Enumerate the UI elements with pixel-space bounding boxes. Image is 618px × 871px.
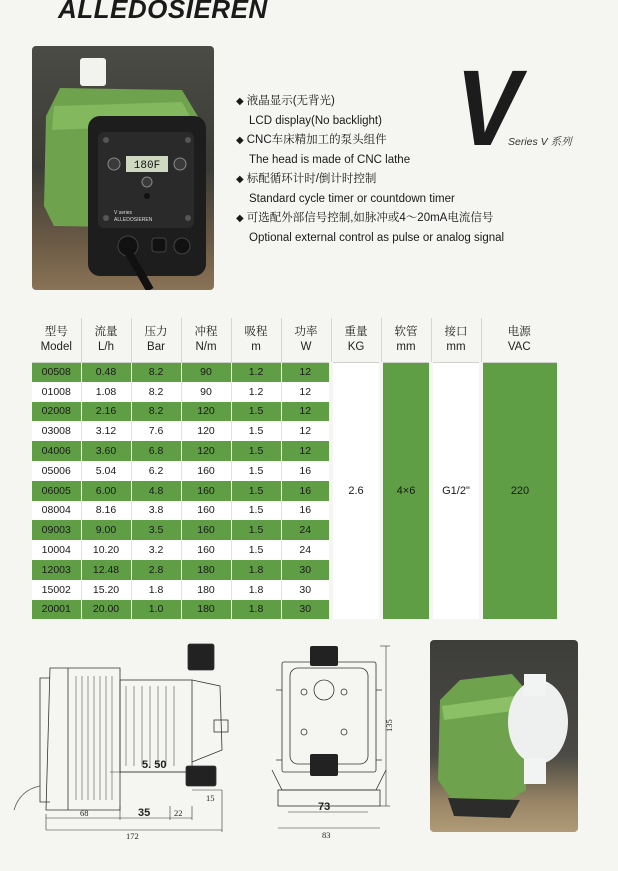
diamond-icon: ◆ (236, 135, 244, 146)
table-cell: 4.8 (131, 481, 181, 501)
table-cell: 90 (181, 382, 231, 402)
pump-side-illustration (430, 640, 578, 832)
table-cell: 1.08 (81, 382, 131, 402)
column-header (381, 318, 431, 362)
table-cell: 12.48 (81, 560, 131, 580)
dim-172: 172 (126, 831, 139, 840)
pump-label-2: ALLEDOSIEREN (114, 217, 153, 223)
table-cell: 30 (281, 580, 331, 600)
table-cell: 6.2 (131, 461, 181, 481)
table-cell: 02008 (32, 402, 81, 422)
table-cell: 180 (181, 600, 231, 620)
side-view-drawing (10, 640, 232, 840)
table-cell: 20.00 (81, 600, 131, 620)
feature-item: ◆ 液晶显示(无背光) (236, 95, 335, 107)
column-header-en: W (300, 340, 312, 353)
dim-35: 35 (138, 807, 151, 819)
table-cell: 3.8 (131, 501, 181, 521)
column-header (431, 318, 481, 362)
pump-front-illustration (32, 46, 214, 290)
table-cell: 7.6 (131, 421, 181, 441)
column-header (32, 318, 81, 362)
table-cell: 1.8 (231, 580, 281, 600)
pump-front-photo (32, 46, 214, 290)
table-cell: 12003 (32, 560, 81, 580)
column-header-cn: 功率 (294, 325, 318, 338)
table-cell: 24 (281, 540, 331, 560)
table-cell: 04006 (32, 441, 81, 461)
table-cell: 160 (181, 520, 231, 540)
table-cell: 6.00 (81, 481, 131, 501)
table-cell: 1.5 (231, 481, 281, 501)
column-header (81, 318, 131, 362)
table-cell: 9.00 (81, 520, 131, 540)
column-header (181, 318, 231, 362)
table-cell: 09003 (32, 520, 81, 540)
table-cell: 16 (281, 461, 331, 481)
table-cell: 1.5 (231, 540, 281, 560)
column-header-cn: 接口 (444, 325, 468, 338)
diamond-icon: ◆ (236, 213, 244, 224)
shared-spec-port: G1/2" (431, 362, 481, 619)
column-header (481, 318, 557, 362)
spec-table (32, 318, 557, 619)
front-view-drawing (270, 640, 400, 840)
table-cell: 160 (181, 481, 231, 501)
feature-item: ◆ CNC车床精加工的泵头组件 (236, 134, 387, 146)
table-cell: 01008 (32, 382, 81, 402)
column-header-cn: 冲程 (194, 325, 218, 338)
table-cell: 1.5 (231, 421, 281, 441)
column-header-cn: 重量 (344, 325, 368, 338)
table-cell: 12 (281, 382, 331, 402)
table-cell: 120 (181, 421, 231, 441)
table-cell: 2.8 (131, 560, 181, 580)
column-header-cn: 压力 (144, 325, 168, 338)
table-cell: 120 (181, 441, 231, 461)
feature-item-en: Optional external control as pulse or analog signal (249, 231, 505, 244)
feature-item-en: The head is made of CNC lathe (249, 153, 411, 166)
brand-logo: ALLEDOSIEREN (58, 0, 268, 24)
feature-item: ◆ 可选配外部信号控制,如脉冲或4～20mA电流信号 (236, 212, 494, 224)
table-cell: 1.2 (231, 382, 281, 402)
table-cell: 15002 (32, 580, 81, 600)
table-cell: 180 (181, 560, 231, 580)
shared-spec-tube: 4×6 (381, 362, 431, 619)
table-cell: 15.20 (81, 580, 131, 600)
table-cell: 1.8 (231, 560, 281, 580)
column-header-cn: 软管 (394, 325, 418, 338)
column-header-en: mm (396, 340, 416, 353)
column-header-en: KG (347, 340, 365, 353)
table-cell: 8.2 (131, 402, 181, 422)
table-cell: 90 (181, 362, 231, 382)
table-cell: 10004 (32, 540, 81, 560)
table-cell: 24 (281, 520, 331, 540)
table-cell: 1.5 (231, 501, 281, 521)
table-cell: 160 (181, 461, 231, 481)
table-cell: 5.04 (81, 461, 131, 481)
feature-item-en: LCD display(No backlight) (249, 114, 382, 127)
table-cell: 03008 (32, 421, 81, 441)
column-header (281, 318, 331, 362)
table-cell: 16 (281, 481, 331, 501)
table-cell: 6.8 (131, 441, 181, 461)
feature-item-en: Standard cycle timer or countdown timer (249, 192, 455, 205)
table-cell: 180 (181, 580, 231, 600)
table-cell: 08004 (32, 501, 81, 521)
series-label: Series V 系列 (508, 136, 572, 148)
dim-135: 135 (384, 719, 394, 732)
series-letter: V (455, 47, 521, 168)
table-cell: 1.0 (131, 600, 181, 620)
table-cell: 12 (281, 421, 331, 441)
table-cell: 1.8 (131, 580, 181, 600)
column-header (331, 318, 381, 362)
feature-item: ◆ 标配循环计时/倒计时控制 (236, 173, 377, 185)
table-cell: 8.2 (131, 362, 181, 382)
lcd-readout: 180F (133, 160, 161, 172)
table-cell: 30 (281, 560, 331, 580)
column-header (131, 318, 181, 362)
table-cell: 12 (281, 402, 331, 422)
column-header-en: L/h (98, 340, 114, 353)
table-cell: 06005 (32, 481, 81, 501)
dim-68: 68 (80, 808, 89, 818)
table-cell: 120 (181, 402, 231, 422)
table-cell: 160 (181, 540, 231, 560)
dim-22: 22 (174, 808, 183, 818)
table-cell: 160 (181, 501, 231, 521)
table-cell: 1.5 (231, 441, 281, 461)
dim-73: 73 (318, 801, 331, 813)
table-cell: 10.20 (81, 540, 131, 560)
diamond-icon: ◆ (236, 96, 244, 107)
column-header-en: N/m (195, 340, 217, 353)
column-header (231, 318, 281, 362)
column-header-en: Bar (147, 340, 165, 353)
table-cell: 3.2 (131, 540, 181, 560)
pump-side-photo (430, 640, 578, 832)
dim-diameter: 5. 50 (142, 759, 167, 771)
column-header-cn: 吸程 (244, 325, 268, 338)
table-cell: 1.8 (231, 600, 281, 620)
dim-15: 15 (206, 793, 215, 803)
table-cell: 1.5 (231, 461, 281, 481)
column-header-en: mm (446, 340, 466, 353)
table-cell: 8.16 (81, 501, 131, 521)
column-header-en: Model (40, 340, 72, 353)
table-cell: 3.60 (81, 441, 131, 461)
column-header-cn: 型号 (44, 325, 68, 338)
table-cell: 12 (281, 362, 331, 382)
table-cell: 1.5 (231, 520, 281, 540)
column-header-en: m (251, 340, 261, 353)
dim-83: 83 (322, 830, 331, 840)
table-cell: 3.5 (131, 520, 181, 540)
table-cell: 1.5 (231, 402, 281, 422)
table-header-row (32, 318, 557, 362)
table-cell: 20001 (32, 600, 81, 620)
table-cell: 05006 (32, 461, 81, 481)
table-cell: 12 (281, 441, 331, 461)
shared-spec-weight: 2.6 (331, 362, 381, 619)
column-header-cn: 流量 (94, 325, 118, 338)
pump-label-1: V series (114, 210, 133, 216)
table-cell: 16 (281, 501, 331, 521)
table-cell: 1.2 (231, 362, 281, 382)
table-cell: 30 (281, 600, 331, 620)
shared-spec-power: 220 (481, 362, 557, 619)
table-cell: 0.48 (81, 362, 131, 382)
table-cell: 3.12 (81, 421, 131, 441)
column-header-cn: 电源 (507, 325, 531, 338)
table-cell: 00508 (32, 362, 81, 382)
table-cell: 2.16 (81, 402, 131, 422)
table-row (32, 362, 557, 382)
column-header-en: VAC (507, 340, 531, 353)
table-cell: 8.2 (131, 382, 181, 402)
diamond-icon: ◆ (236, 174, 244, 185)
